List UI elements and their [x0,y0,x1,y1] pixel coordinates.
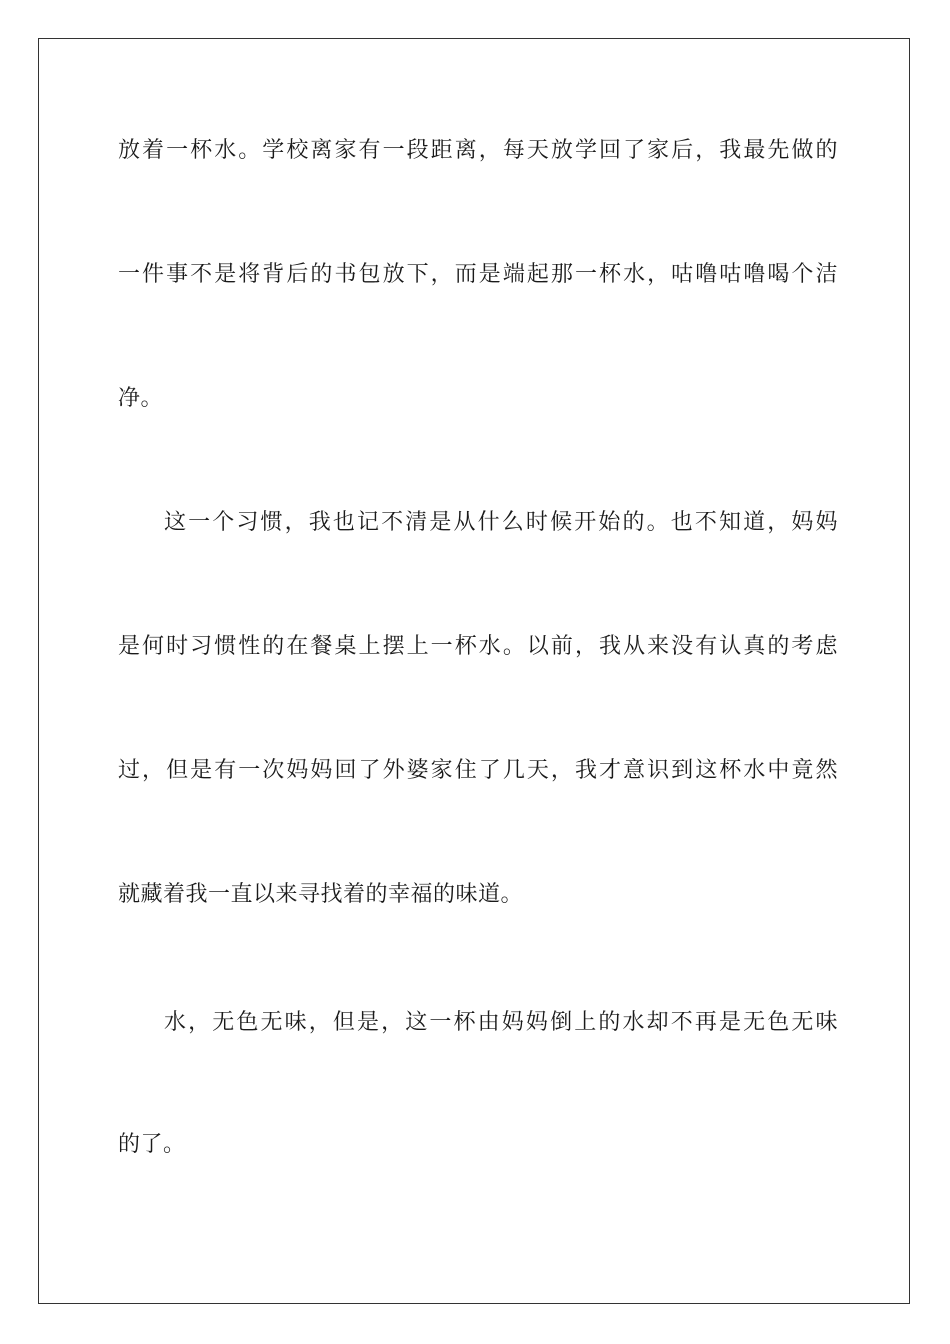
text-line-8: 水，无色无味，但是，这一杯由妈妈倒上的水却不再是无色无味 [164,1010,838,1035]
text-line-2: 一件事不是将背后的书包放下，而是端起那一杯水，咕噜咕噜喝个洁 [118,262,838,287]
text-line-7: 就藏着我一直以来寻找着的幸福的味道。 [118,882,524,907]
text-line-6: 过，但是有一次妈妈回了外婆家住了几天，我才意识到这杯水中竟然 [118,758,838,783]
text-line-1: 放着一杯水。学校离家有一段距离，每天放学回了家后，我最先做的 [118,138,838,163]
text-line-4: 这一个习惯，我也记不清是从什么时候开始的。也不知道，妈妈 [164,510,838,535]
text-line-3: 净。 [118,386,164,411]
text-line-5: 是何时习惯性的在餐桌上摆上一杯水。以前，我从来没有认真的考虑 [118,634,838,659]
text-line-9: 的了。 [118,1132,186,1157]
page-border [38,38,910,1304]
